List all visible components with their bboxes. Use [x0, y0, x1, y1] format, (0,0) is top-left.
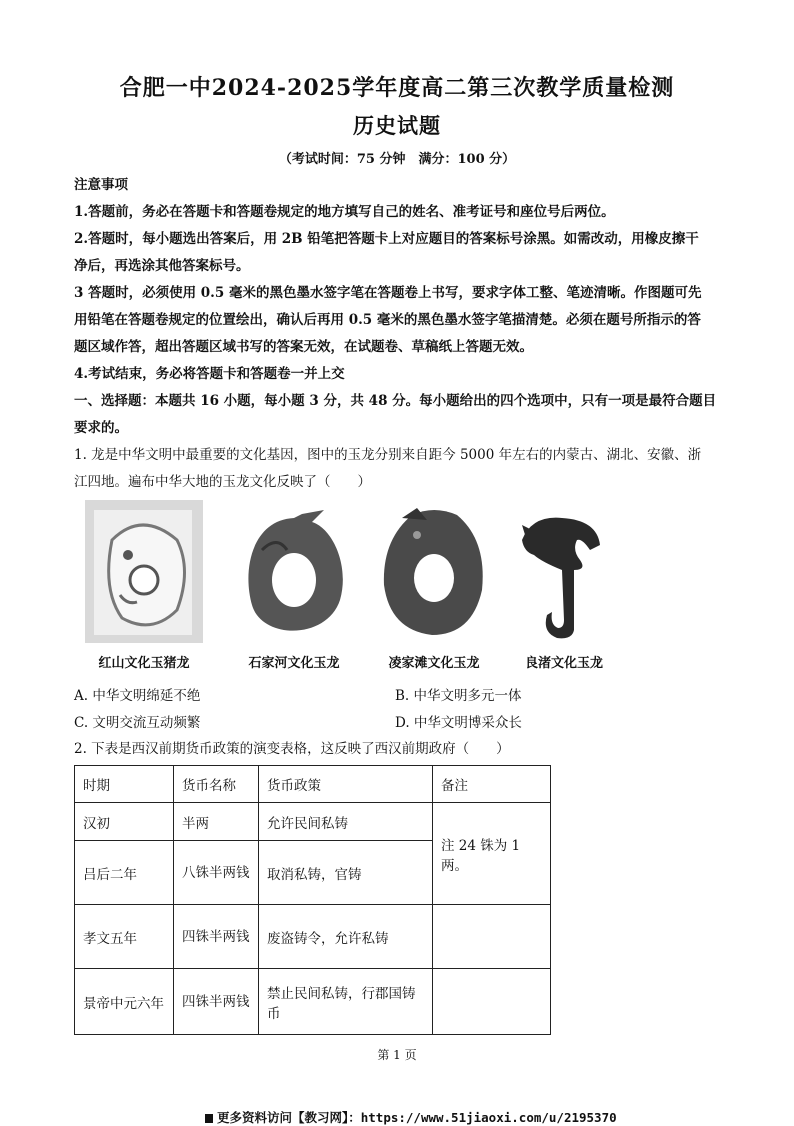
subject-title: 历史试题 [353, 113, 441, 138]
q1-option-b: B. 中华文明多元一体 [395, 688, 522, 704]
caption-shijiahe: 石家河文化玉龙 [248, 656, 340, 671]
resource-link[interactable] [205, 1108, 617, 1126]
table-cell: 孝文五年 [75, 905, 174, 969]
table-cell: 八铢半两钱 [174, 841, 259, 905]
table-header-cell: 时期 [75, 766, 174, 803]
notice-item: 用铅笔在答题卷规定的位置绘出，确认后再用 0.5 毫米的黑色墨水签字笔描清楚。必须在题号所指示的答 [74, 312, 701, 328]
notice-item: 4.考试结束，务必将答题卡和答题卷一并上交 [74, 366, 345, 382]
caption-liangzhu: 良渚文化玉龙 [524, 656, 603, 671]
notice-item: 题区域作答，超出答题区域书写的答案无效，在试题卷、草稿纸上答题无效。 [74, 339, 533, 355]
table-cell: 四铢半两钱 [174, 905, 259, 969]
table-cell: 景帝中元六年 [75, 969, 174, 1035]
table-row [75, 905, 551, 969]
school-title: 合肥一中2024-2025学年度高二第三次教学质量检测 [119, 75, 675, 101]
exam-info: （考试时间：75 分钟 满分：100 分） [278, 152, 516, 167]
page-number: 第 1 页 [377, 1048, 417, 1062]
caption-hongshan: 红山文化玉猪龙 [98, 656, 190, 671]
shijiahe-jade-dragon [232, 500, 357, 680]
liangzhu-jade-dragon [502, 500, 627, 680]
notice-item: 净后，再选涂其他答案标号。 [74, 258, 250, 274]
q2-stem: 2. 下表是西汉前期货币政策的演变表格，这反映了西汉前期政府（ ） [74, 741, 510, 757]
table-row [75, 969, 551, 1035]
section-heading-cont: 要求的。 [74, 420, 128, 436]
shijiahe-jade-image [232, 500, 357, 645]
table-header-cell: 货币政策 [259, 766, 433, 803]
page-top-crop [0, 62, 794, 74]
table-header-cell: 货币名称 [174, 766, 259, 803]
notice-item: 3 答题时，必须使用 0.5 毫米的黑色墨水签字笔在答题卷上书写，要求字体工整、笔迹清晰。作图题可先 [74, 285, 702, 301]
table-cell: 汉初 [75, 803, 174, 841]
section-heading: 一、选择题：本题共 16 小题，每小题 3 分，共 48 分。每小题给出的四个选项中，只有一项是最符合题目 [74, 393, 717, 409]
resource-link-text: 更多资料访问【教习网】：https://www.51jiaoxi.com/u/2195370 [217, 1110, 617, 1125]
lingjiatan-jade-dragon [372, 500, 497, 680]
notice-item: 1.答题前，务必在答题卡和答题卷规定的地方填写自己的姓名、准考证号和座位号后两位。 [74, 204, 615, 220]
jade-pig-dragon [82, 500, 207, 680]
caption-lingjiatan: 凌家滩文化玉龙 [388, 656, 480, 671]
table-cell: 四铢半两钱 [174, 969, 259, 1035]
table-cell-empty [433, 969, 551, 1035]
table-note-cell: 注 24 铢为 1 两。 [433, 803, 551, 905]
table-row [75, 803, 551, 841]
jade-dragon-figure [82, 500, 642, 680]
table-header-row [75, 766, 551, 803]
table-cell: 吕后二年 [75, 841, 174, 905]
table-cell: 取消私铸，官铸 [259, 841, 433, 905]
table-header-cell: 备注 [433, 766, 551, 803]
hongshan-jade-image [82, 500, 207, 645]
table-cell: 允许民间私铸 [259, 803, 433, 841]
table-cell: 废盗铸令，允许私铸 [259, 905, 433, 969]
lingjiatan-jade-image [372, 500, 497, 645]
notice-section [74, 172, 724, 496]
currency-policy-table [74, 765, 551, 1035]
table-cell-empty [433, 905, 551, 969]
q1-option-a: A. 中华文明绵延不绝 [74, 688, 201, 704]
liangzhu-jade-image [502, 500, 627, 645]
q1-stem-cont: 江四地。遍布中华大地的玉龙文化反映了（ ） [74, 474, 371, 490]
q1-option-c: C. 文明交流互动频繁 [74, 715, 201, 731]
table-cell: 禁止民间私铸，行郡国铸币 [259, 969, 433, 1035]
table-cell: 半两 [174, 803, 259, 841]
notice-heading: 注意事项 [74, 177, 128, 193]
notice-item: 2.答题时，每小题选出答案后，用 2B 铅笔把答题卡上对应题目的答案标号涂黑。如需改动，用橡皮擦干 [74, 231, 699, 247]
q1-stem: 1. 龙是中华文明中最重要的文化基因，图中的玉龙分别来自距今 5000 年左右的内蒙古、湖北、安徽、浙 [74, 447, 702, 463]
flag-icon [205, 1114, 213, 1123]
q1-option-d: D. 中华文明博采众长 [395, 715, 522, 731]
